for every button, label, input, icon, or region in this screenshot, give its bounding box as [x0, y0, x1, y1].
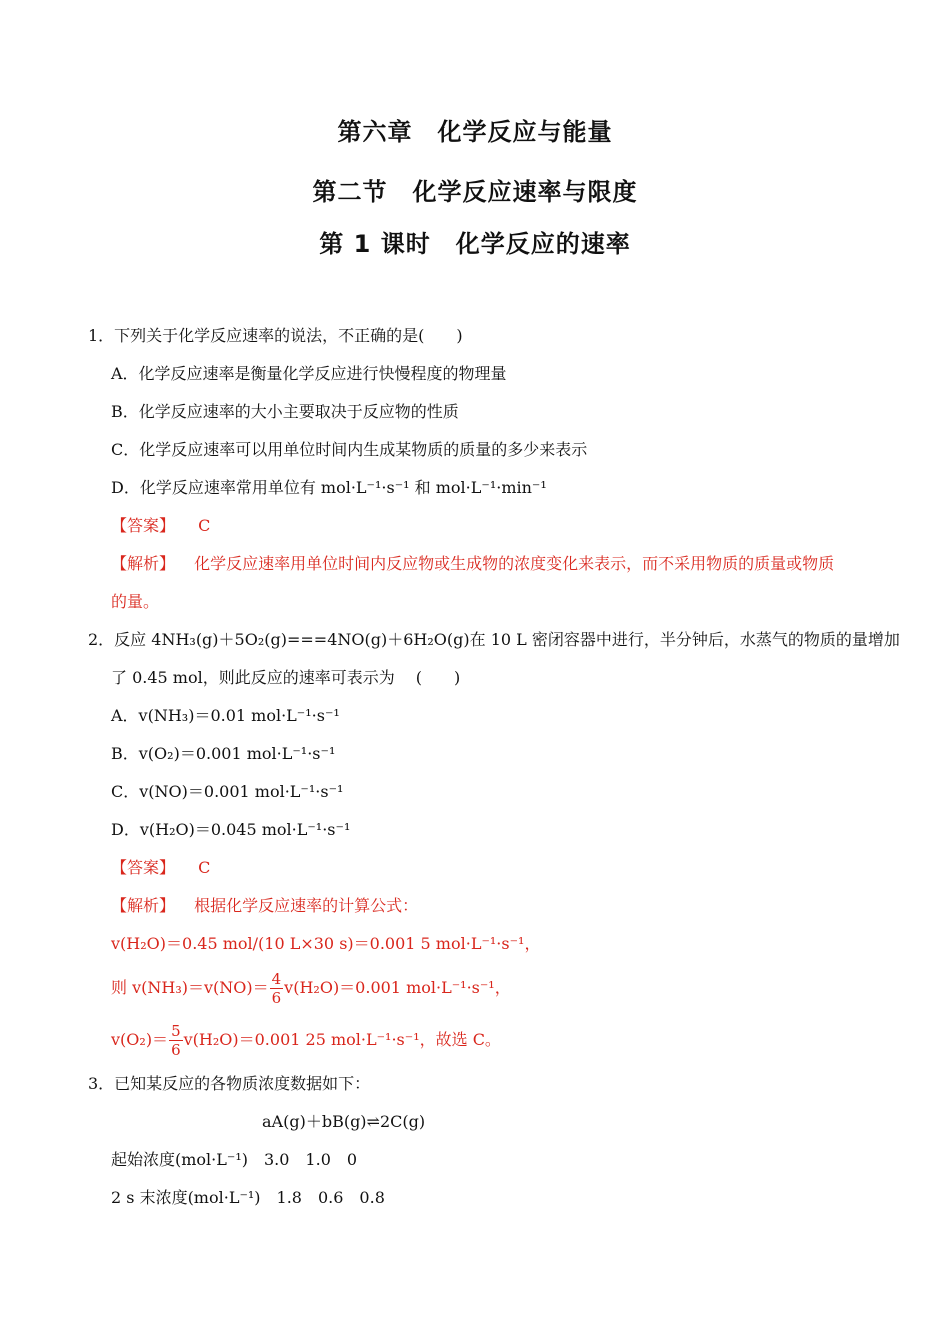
q1-analysis-cont: 的量。 [111, 592, 160, 611]
calc-text: 则 v(NH₃)＝v(NO)＝ [111, 978, 269, 997]
q2-answer [111, 856, 210, 880]
answer-label: 【答案】 [111, 858, 176, 877]
q3-row-initial: 起始浓度(mol·L⁻¹) 3.0 1.0 0 [111, 1150, 358, 1169]
q2-calc-2 [111, 970, 511, 1007]
lesson-title: 第 1 课时 化学反应的速率 [319, 230, 631, 258]
q2-calc-3 [111, 1022, 501, 1059]
q3-row-2s: 2 s 末浓度(mol·L⁻¹) 1.8 0.6 0.8 [111, 1188, 385, 1207]
q1-analysis [111, 552, 834, 576]
q2-analysis [111, 894, 418, 918]
calc-text: v(O₂)＝ [111, 1030, 169, 1049]
q1-answer [111, 514, 210, 538]
q2-calc-1: v(H₂O)＝0.45 mol/(10 L×30 s)＝0.001 5 mol·L⁻¹·s⁻¹， [111, 934, 541, 953]
fraction [169, 1022, 183, 1059]
answer-value: C [198, 858, 211, 877]
fraction-denominator: 6 [271, 989, 282, 1007]
q2-option-b: B．v(O₂)＝0.001 mol·L⁻¹·s⁻¹ [111, 744, 336, 763]
q2-option-a: A．v(NH₃)＝0.01 mol·L⁻¹·s⁻¹ [111, 706, 340, 725]
fraction-numerator: 4 [271, 970, 282, 988]
q2-option-d: D．v(H₂O)＝0.045 mol·L⁻¹·s⁻¹ [111, 820, 351, 839]
q1-stem: 1．下列关于化学反应速率的说法，不正确的是( ) [88, 326, 463, 345]
q3-stem: 3．已知某反应的各物质浓度数据如下： [88, 1074, 371, 1093]
analysis-text: 根据化学反应速率的计算公式： [194, 896, 419, 915]
calc-text: v(H₂O)＝0.001 25 mol·L⁻¹·s⁻¹，故选 C。 [183, 1030, 501, 1049]
analysis-text: 化学反应速率用单位时间内反应物或生成物的浓度变化来表示，而不采用物质的质量或物质 [194, 554, 835, 573]
q2-stem-cont: 了 0.45 mol，则此反应的速率可表示为 ( ) [111, 668, 461, 687]
calc-text: v(H₂O)＝0.001 mol·L⁻¹·s⁻¹， [284, 978, 511, 997]
q3-equation: aA(g)＋bB(g)⇌2C(g) [262, 1112, 426, 1131]
analysis-label: 【解析】 [111, 554, 176, 573]
q2-option-c: C．v(NO)＝0.001 mol·L⁻¹·s⁻¹ [111, 782, 344, 801]
fraction [270, 970, 284, 1007]
q1-option-a: A．化学反应速率是衡量化学反应进行快慢程度的物理量 [111, 364, 507, 383]
q1-option-b: B．化学反应速率的大小主要取决于反应物的性质 [111, 402, 459, 421]
q1-option-d: D．化学反应速率常用单位有 mol·L⁻¹·s⁻¹ 和 mol·L⁻¹·min⁻¹ [111, 478, 547, 497]
section-title: 第二节 化学反应速率与限度 [312, 178, 638, 206]
answer-value: C [198, 516, 211, 535]
fraction-denominator: 6 [171, 1041, 181, 1059]
answer-label: 【答案】 [111, 516, 176, 535]
q2-stem: 2．反应 4NH₃(g)＋5O₂(g)===4NO(g)＋6H₂O(g)在 10 L 密闭容器中进行，半分钟后，水蒸气的物质的量增加 [88, 630, 900, 649]
chapter-title: 第六章 化学反应与能量 [337, 118, 613, 146]
analysis-label: 【解析】 [111, 896, 176, 915]
fraction-numerator: 5 [171, 1022, 181, 1040]
q1-option-c: C．化学反应速率可以用单位时间内生成某物质的质量的多少来表示 [111, 440, 588, 459]
